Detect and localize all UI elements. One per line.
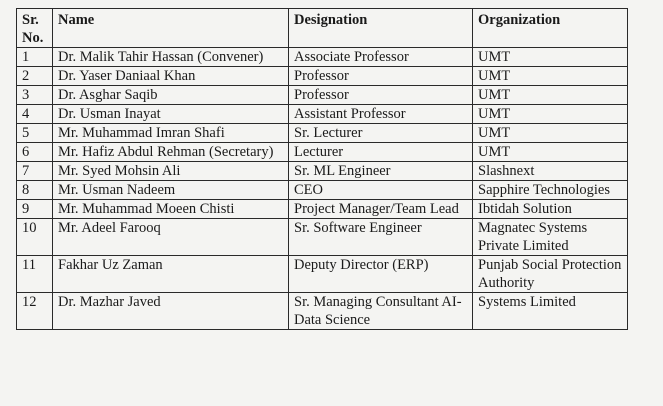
table-row xyxy=(17,219,628,256)
cell-sr: 5 xyxy=(17,124,53,143)
cell-sr: 1 xyxy=(17,48,53,67)
cell-sr: 2 xyxy=(17,67,53,86)
cell-sr: 6 xyxy=(17,143,53,162)
cell-sr: 4 xyxy=(17,105,53,124)
cell-organization: Magnatec Systems Private Limited xyxy=(473,219,628,256)
cell-organization: UMT xyxy=(473,48,628,67)
cell-organization: Sapphire Technologies xyxy=(473,181,628,200)
cell-name: Dr. Usman Inayat xyxy=(53,105,289,124)
table-row xyxy=(17,67,628,86)
cell-name: Mr. Usman Nadeem xyxy=(53,181,289,200)
cell-name: Fakhar Uz Zaman xyxy=(53,256,289,293)
cell-designation: Project Manager/Team Lead xyxy=(289,200,473,219)
cell-organization: Slashnext xyxy=(473,162,628,181)
cell-organization: UMT xyxy=(473,105,628,124)
cell-name: Dr. Yaser Daniaal Khan xyxy=(53,67,289,86)
header-sr-no: Sr. No. xyxy=(17,9,53,48)
cell-designation: Sr. Managing Consultant AI-Data Science xyxy=(289,293,473,330)
committee-table xyxy=(16,8,628,330)
table-row xyxy=(17,105,628,124)
cell-name: Mr. Adeel Farooq xyxy=(53,219,289,256)
table-row xyxy=(17,200,628,219)
cell-designation: Assistant Professor xyxy=(289,105,473,124)
cell-designation: Professor xyxy=(289,86,473,105)
cell-designation: Associate Professor xyxy=(289,48,473,67)
table-row xyxy=(17,124,628,143)
cell-sr: 9 xyxy=(17,200,53,219)
cell-organization: UMT xyxy=(473,143,628,162)
header-name: Name xyxy=(53,9,289,48)
cell-designation: Sr. Software Engineer xyxy=(289,219,473,256)
cell-designation: CEO xyxy=(289,181,473,200)
table-row xyxy=(17,86,628,105)
header-designation: Designation xyxy=(289,9,473,48)
table-row xyxy=(17,293,628,330)
header-organization: Organization xyxy=(473,9,628,48)
cell-organization: UMT xyxy=(473,124,628,143)
cell-organization: Systems Limited xyxy=(473,293,628,330)
cell-organization: UMT xyxy=(473,67,628,86)
cell-organization: UMT xyxy=(473,86,628,105)
table-row xyxy=(17,181,628,200)
cell-designation: Sr. ML Engineer xyxy=(289,162,473,181)
cell-name: Dr. Asghar Saqib xyxy=(53,86,289,105)
cell-sr: 8 xyxy=(17,181,53,200)
table-row xyxy=(17,162,628,181)
cell-sr: 3 xyxy=(17,86,53,105)
table-header-row xyxy=(17,9,628,48)
cell-designation: Professor xyxy=(289,67,473,86)
cell-name: Dr. Malik Tahir Hassan (Convener) xyxy=(53,48,289,67)
cell-organization: Punjab Social Protection Authority xyxy=(473,256,628,293)
cell-sr: 12 xyxy=(17,293,53,330)
cell-sr: 11 xyxy=(17,256,53,293)
table-row xyxy=(17,143,628,162)
cell-name: Dr. Mazhar Javed xyxy=(53,293,289,330)
cell-name: Mr. Hafiz Abdul Rehman (Secretary) xyxy=(53,143,289,162)
cell-organization: Ibtidah Solution xyxy=(473,200,628,219)
cell-sr: 10 xyxy=(17,219,53,256)
cell-name: Mr. Muhammad Moeen Chisti xyxy=(53,200,289,219)
cell-designation: Lecturer xyxy=(289,143,473,162)
cell-designation: Sr. Lecturer xyxy=(289,124,473,143)
cell-sr: 7 xyxy=(17,162,53,181)
table-row xyxy=(17,256,628,293)
cell-name: Mr. Muhammad Imran Shafi xyxy=(53,124,289,143)
cell-designation: Deputy Director (ERP) xyxy=(289,256,473,293)
cell-name: Mr. Syed Mohsin Ali xyxy=(53,162,289,181)
table-row xyxy=(17,48,628,67)
